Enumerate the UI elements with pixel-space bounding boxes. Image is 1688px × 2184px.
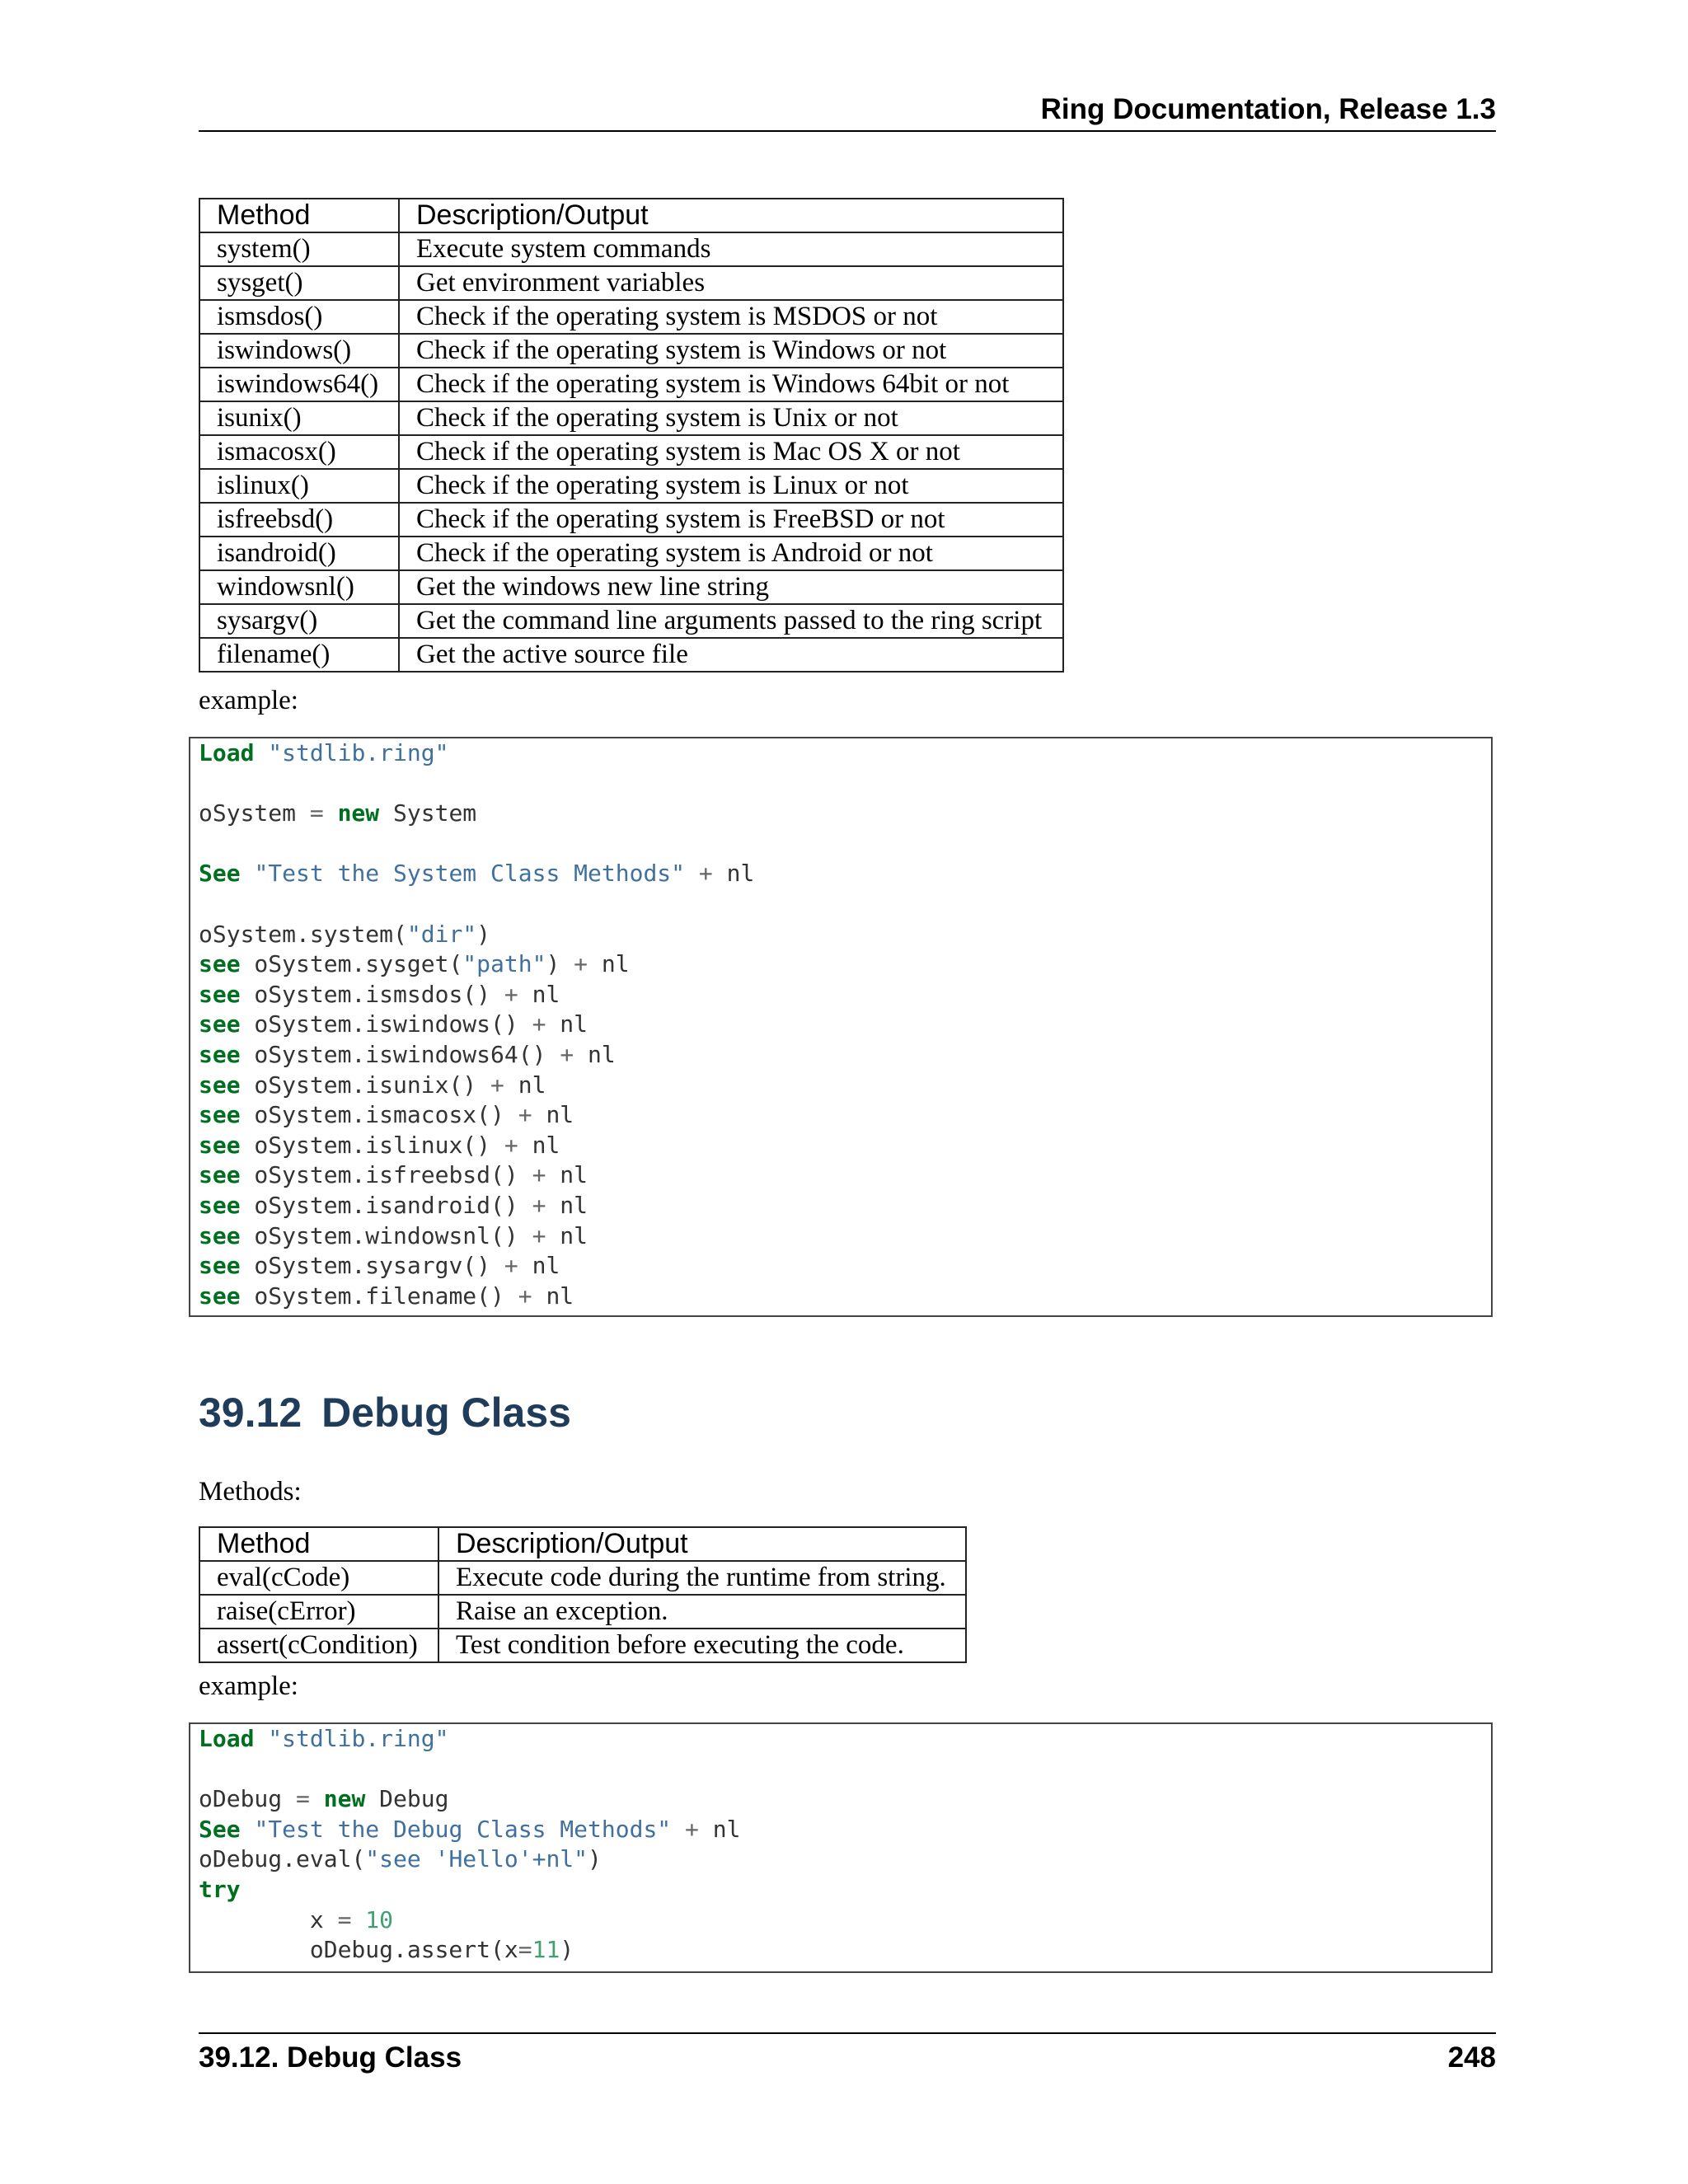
code-line xyxy=(199,1252,560,1279)
code-text: System xyxy=(379,799,477,827)
code-text: oSystem.isunix() xyxy=(240,1071,491,1099)
code-line xyxy=(199,1161,588,1188)
table-row xyxy=(199,300,1063,334)
code-text: ) xyxy=(560,1936,574,1964)
code-text: nl xyxy=(518,1252,560,1280)
description-cell: Check if the operating system is Windows or not xyxy=(399,334,1063,368)
code-operator: + xyxy=(504,980,518,1008)
footer-section: 39.12. Debug Class xyxy=(199,2041,462,2074)
description-cell: Get the active source file xyxy=(399,638,1063,672)
code-operator: + xyxy=(574,950,588,978)
method-cell: raise(cError) xyxy=(199,1595,438,1629)
method-cell: filename() xyxy=(199,638,399,672)
code-keyword: see xyxy=(199,980,241,1008)
code-keyword: see xyxy=(199,950,241,978)
table-header-row xyxy=(199,1527,966,1561)
system-methods-table-body xyxy=(199,232,1063,672)
code-text: oDebug xyxy=(199,1785,297,1813)
code-keyword: see xyxy=(199,1252,241,1280)
code-line xyxy=(199,1785,448,1812)
example-label: example: xyxy=(199,686,298,715)
code-operator: = xyxy=(309,799,324,827)
table-row xyxy=(199,570,1063,604)
table-header-row xyxy=(199,199,1063,232)
code-text xyxy=(241,1816,255,1843)
code-text: nl xyxy=(532,1282,574,1310)
code-text: nl xyxy=(546,1161,588,1189)
method-cell: isandroid() xyxy=(199,537,399,570)
page-number: 248 xyxy=(1447,2041,1496,2074)
code-text: nl xyxy=(698,1815,741,1843)
description-cell: Check if the operating system is Android or not xyxy=(399,537,1063,570)
code-keyword: new xyxy=(323,1785,366,1813)
table-row xyxy=(199,266,1063,300)
table-row xyxy=(199,1629,966,1662)
code-line xyxy=(199,860,754,887)
table-row xyxy=(199,537,1063,570)
code-keyword: See xyxy=(199,860,241,888)
method-cell: eval(cCode) xyxy=(199,1561,438,1595)
code-operator: = xyxy=(296,1785,310,1813)
code-text: oSystem.islinux() xyxy=(240,1131,504,1159)
description-cell: Check if the operating system is Linux or not xyxy=(399,469,1063,503)
code-operator: + xyxy=(685,1815,699,1843)
description-cell: Raise an exception. xyxy=(438,1595,966,1629)
code-string: "stdlib.ring" xyxy=(268,1725,449,1752)
code-keyword: see xyxy=(199,1191,241,1219)
code-operator: + xyxy=(532,1161,546,1189)
code-text: oSystem.system( xyxy=(199,920,407,948)
method-cell: sysargv() xyxy=(199,604,399,638)
description-cell: Get the windows new line string xyxy=(399,570,1063,604)
code-text: oSystem.ismsdos() xyxy=(240,980,504,1008)
code-operator: + xyxy=(504,1252,518,1280)
table-row xyxy=(199,232,1063,266)
table-row xyxy=(199,503,1063,537)
code-operator: + xyxy=(532,1191,546,1219)
code-keyword: see xyxy=(199,1101,241,1129)
code-keyword: new xyxy=(337,799,380,827)
code-line xyxy=(199,950,630,977)
code-string: "see 'Hello'+nl" xyxy=(365,1845,588,1873)
code-line xyxy=(199,1845,602,1872)
code-block-system-example xyxy=(189,737,1493,1317)
code-operator: + xyxy=(532,1221,546,1249)
code-line xyxy=(199,981,560,1008)
method-cell: assert(cCondition) xyxy=(199,1629,438,1662)
page-header xyxy=(199,92,1496,132)
code-keyword: try xyxy=(199,1875,241,1903)
code-string: "Test the System Class Methods" xyxy=(254,860,686,888)
code-text: oSystem.isfreebsd() xyxy=(240,1161,532,1189)
table-row xyxy=(199,435,1063,469)
code-listing xyxy=(199,738,1483,1311)
code-text: nl xyxy=(712,860,755,888)
code-operator: + xyxy=(504,1131,518,1159)
code-text: oSystem.filename() xyxy=(240,1282,518,1310)
description-cell: Check if the operating system is MSDOS or not xyxy=(399,300,1063,334)
method-cell: isfreebsd() xyxy=(199,503,399,537)
code-string: "dir" xyxy=(406,920,477,948)
code-operator: + xyxy=(698,860,713,888)
code-text: oSystem.iswindows() xyxy=(240,1010,532,1038)
code-text: x xyxy=(199,1905,338,1933)
method-cell: windowsnl() xyxy=(199,570,399,604)
code-keyword: Load xyxy=(199,1725,255,1752)
code-text xyxy=(671,1816,685,1843)
code-line xyxy=(199,1936,574,1963)
code-operator: = xyxy=(518,1936,532,1964)
code-line xyxy=(199,1906,393,1933)
methods-label: Methods: xyxy=(199,1477,302,1507)
code-text: nl xyxy=(518,1131,560,1159)
description-cell: Execute code during the runtime from string. xyxy=(438,1561,966,1595)
table-row xyxy=(199,401,1063,435)
code-text: ) xyxy=(546,950,574,978)
description-cell: Test condition before executing the code. xyxy=(438,1629,966,1662)
code-block-debug-example xyxy=(189,1722,1493,1973)
method-cell: isunix() xyxy=(199,401,399,435)
description-cell: Check if the operating system is Windows 64bit or not xyxy=(399,368,1063,401)
section-heading xyxy=(199,1388,571,1437)
code-line xyxy=(199,1192,588,1219)
code-text xyxy=(324,799,338,827)
section-number: 39.12 xyxy=(199,1390,302,1436)
code-string: "path" xyxy=(462,950,546,978)
code-line xyxy=(199,1101,574,1128)
code-listing xyxy=(199,1724,1483,1966)
debug-methods-table xyxy=(199,1526,967,1663)
code-text: Debug xyxy=(365,1785,449,1813)
code-keyword: see xyxy=(199,1282,241,1310)
code-operator: + xyxy=(560,1040,574,1068)
table-row xyxy=(199,604,1063,638)
debug-methods-table-body xyxy=(199,1561,966,1662)
code-text xyxy=(254,1725,268,1752)
code-text: nl xyxy=(546,1191,588,1219)
code-text: ) xyxy=(476,920,491,948)
method-cell: ismsdos() xyxy=(199,300,399,334)
code-text xyxy=(351,1906,365,1933)
description-cell: Execute system commands xyxy=(399,232,1063,266)
code-text: nl xyxy=(518,980,560,1008)
header-title: Ring Documentation, Release 1.3 xyxy=(1040,93,1496,125)
code-text: ) xyxy=(588,1845,602,1873)
system-methods-table xyxy=(199,198,1064,673)
method-cell: ismacosx() xyxy=(199,435,399,469)
code-text: nl xyxy=(504,1071,546,1099)
code-line xyxy=(199,1132,560,1159)
example-label: example: xyxy=(199,1671,298,1701)
code-line xyxy=(199,921,490,948)
code-line xyxy=(199,1071,546,1099)
code-keyword: see xyxy=(199,1221,241,1249)
column-header-description: Description/Output xyxy=(438,1527,966,1561)
code-text: nl xyxy=(574,1040,616,1068)
method-cell: iswindows() xyxy=(199,334,399,368)
code-operator: = xyxy=(337,1905,352,1933)
code-text: nl xyxy=(532,1101,574,1129)
code-operator: + xyxy=(490,1071,504,1099)
code-line xyxy=(199,1222,588,1249)
code-keyword: see xyxy=(199,1040,241,1068)
code-operator: + xyxy=(532,1010,546,1038)
table-row xyxy=(199,334,1063,368)
table-row xyxy=(199,368,1063,401)
code-text: nl xyxy=(588,950,630,978)
description-cell: Check if the operating system is Mac OS X or not xyxy=(399,435,1063,469)
code-line xyxy=(199,1725,448,1752)
method-cell: islinux() xyxy=(199,469,399,503)
code-keyword: Load xyxy=(199,739,255,766)
code-text: oSystem.ismacosx() xyxy=(240,1101,518,1129)
code-text: nl xyxy=(546,1221,588,1249)
code-line xyxy=(199,1282,574,1310)
code-text: oDebug.assert(x xyxy=(199,1936,518,1964)
code-text: oSystem.isandroid() xyxy=(240,1191,532,1219)
code-text: nl xyxy=(546,1010,588,1038)
code-keyword: see xyxy=(199,1010,241,1038)
code-line xyxy=(199,1876,241,1903)
code-text xyxy=(254,739,268,766)
description-cell: Get environment variables xyxy=(399,266,1063,300)
code-text xyxy=(685,860,699,887)
method-cell: system() xyxy=(199,232,399,266)
code-text xyxy=(310,1785,324,1812)
code-string: "stdlib.ring" xyxy=(268,739,449,766)
page-footer xyxy=(199,2032,1496,2074)
code-keyword: See xyxy=(199,1815,241,1843)
column-header-description: Description/Output xyxy=(399,199,1063,232)
code-text: oSystem.windowsnl() xyxy=(240,1221,532,1249)
code-line xyxy=(199,1816,740,1843)
method-cell: sysget() xyxy=(199,266,399,300)
code-line xyxy=(199,1041,616,1068)
column-header-method: Method xyxy=(199,199,399,232)
code-number: 10 xyxy=(365,1905,394,1933)
description-cell: Check if the operating system is FreeBSD or not xyxy=(399,503,1063,537)
code-text: oDebug.eval( xyxy=(199,1845,366,1873)
code-line xyxy=(199,799,476,827)
code-text: oSystem.iswindows64() xyxy=(240,1040,560,1068)
table-row xyxy=(199,469,1063,503)
code-operator: + xyxy=(518,1101,532,1129)
code-number: 11 xyxy=(532,1936,560,1964)
code-line xyxy=(199,739,448,766)
code-text: oSystem.sysargv() xyxy=(240,1252,504,1280)
code-keyword: see xyxy=(199,1071,241,1099)
description-cell: Check if the operating system is Unix or not xyxy=(399,401,1063,435)
code-operator: + xyxy=(518,1282,532,1310)
table-row xyxy=(199,1561,966,1595)
method-cell: iswindows64() xyxy=(199,368,399,401)
table-row xyxy=(199,1595,966,1629)
code-keyword: see xyxy=(199,1161,241,1189)
code-line xyxy=(199,1010,588,1038)
description-cell: Get the command line arguments passed to the ring script xyxy=(399,604,1063,638)
column-header-method: Method xyxy=(199,1527,438,1561)
code-string: "Test the Debug Class Methods" xyxy=(254,1815,672,1843)
code-keyword: see xyxy=(199,1131,241,1159)
section-title-text: Debug Class xyxy=(321,1390,571,1436)
code-text: oSystem xyxy=(199,799,310,827)
table-row xyxy=(199,638,1063,672)
code-text xyxy=(241,860,255,887)
code-text: oSystem.sysget( xyxy=(240,950,463,978)
